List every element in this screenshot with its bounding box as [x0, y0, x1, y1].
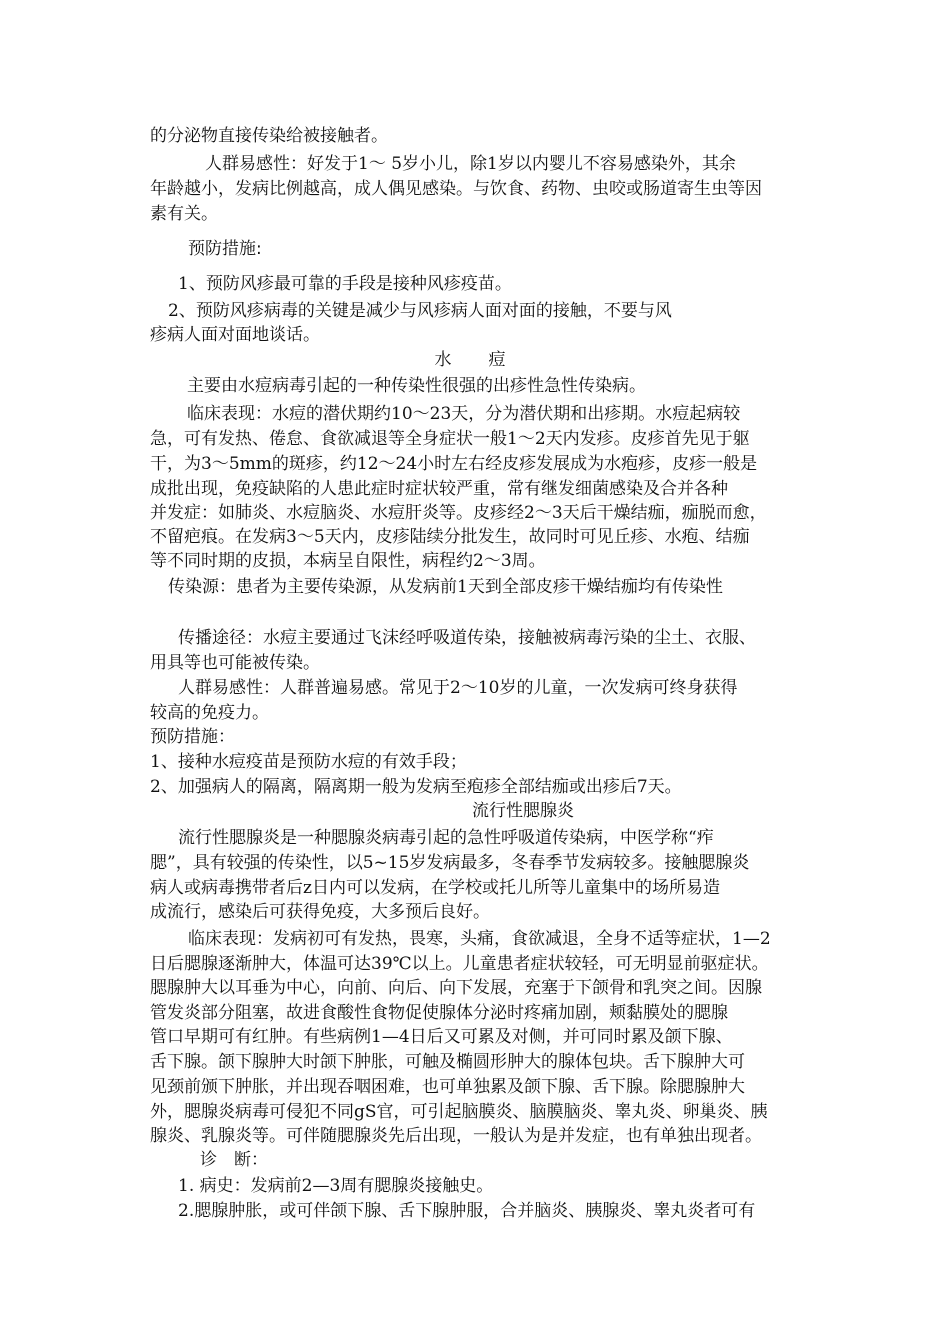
text-line: 1. 病史：发病前2—3周有腮腺炎接触史。 — [178, 1176, 494, 1196]
text-line: 2.腮腺肿胀，或可伴颌下腺、舌下腺肿服，合并脑炎、胰腺炎、睾丸炎者可有 — [178, 1201, 756, 1221]
text-line: 管口早期可有红肿。有些病例1—4日后又可累及对侧，并可同时累及颌下腺、 — [150, 1027, 733, 1047]
text-line: 传染源：患者为主要传染源，从发病前1天到全部皮疹干燥结痂均有传染性 — [168, 577, 723, 597]
text-line: 的分泌物直接传染给被接触者。 — [150, 126, 388, 146]
text-line: 临床表现：发病初可有发热，畏寒，头痛，食欲减退，全身不适等症状，1—2 — [188, 929, 771, 949]
text-line: 1、预防风疹最可靠的手段是接种风疹疫苗。 — [178, 274, 512, 294]
section-heading: 诊 断： — [200, 1150, 268, 1170]
text-line: 2、预防风疹病毒的关键是减少与风疹病人面对面的接触，不要与风 — [168, 301, 672, 321]
text-line: 流行性腮腺炎是一种腮腺炎病毒引起的急性呼吸道传染病，中医学称“痄 — [178, 828, 714, 848]
text-line: 预防措施： — [150, 727, 235, 747]
text-line: 1、接种水痘疫苗是预防水痘的有效手段； — [150, 752, 467, 772]
text-line: 外，腮腺炎病毒可侵犯不同gS官，可引起脑膜炎、脑膜脑炎、睾丸炎、卵巢炎、胰 — [150, 1102, 768, 1122]
text-line: 用具等也可能被传染。 — [150, 653, 320, 673]
text-line: 素有关。 — [150, 204, 218, 224]
text-line: 舌下腺。颌下腺肿大时颌下肿胀，可触及椭圆形肿大的腺体包块。舌下腺肿大可 — [150, 1052, 745, 1072]
section-heading: 预防措施: — [188, 239, 262, 259]
text-line: 并发症：如肺炎、水痘脑炎、水痘肝炎等。皮疹经2～3天后干燥结痂，痂脱而愈， — [150, 503, 767, 523]
section-title: 流行性腮腺炎 — [472, 801, 574, 821]
text-line: 干，为3～5mm的斑疹，约12～24小时左右经皮疹发展成为水疱疹，皮疹一般是 — [150, 454, 758, 474]
text-line: 急，可有发热、倦怠、食欲减退等全身症状一般1～2天内发疹。皮疹首先见于躯 — [150, 429, 750, 449]
text-line: 腺炎、乳腺炎等。可伴随腮腺炎先后出现，一般认为是并发症，也有单独出现者。 — [150, 1126, 762, 1146]
text-line: 成批出现，免疫缺陷的人患此症时症状较严重，常有继发细菌感染及合并各种 — [150, 479, 728, 499]
text-line: 人群易感性：人群普遍易感。常见于2～10岁的儿童，一次发病可终身获得 — [178, 678, 738, 698]
section-title: 水 痘 — [434, 350, 516, 370]
text-line: 临床表现：水痘的潜伏期约10～23天，分为潜伏期和出疹期。水痘起病较 — [187, 404, 741, 424]
text-line: 腮”，具有较强的传染性，以5~15岁发病最多，冬春季节发病较多。接触腮腺炎 — [150, 853, 750, 873]
text-line: 传播途径：水痘主要通过飞沫经呼吸道传染，接触被病毒污染的尘土、衣服、 — [178, 628, 756, 648]
text-line: 不留疤痕。在发病3～5天内，皮疹陆续分批发生，故同时可见丘疹、水疱、结痂 — [150, 527, 750, 547]
text-line: 见颈前颁下肿胀，并出现吞咽困难，也可单独累及颌下腺、舌下腺。除腮腺肿大 — [150, 1077, 745, 1097]
text-line: 腮腺肿大以耳垂为中心，向前、向后、向下发展，充塞于下颌骨和乳突之间。因腺 — [150, 978, 762, 998]
text-line: 疹病人面对面地谈话。 — [150, 325, 320, 345]
text-line: 成流行，感染后可获得免疫，大多预后良好。 — [150, 902, 490, 922]
text-line: 等不同时期的皮损，本病呈自限性，病程约2～3周。 — [150, 551, 546, 571]
text-line: 病人或病毒携带者后z日内可以发病，在学校或托儿所等儿童集中的场所易造 — [150, 878, 720, 898]
text-line: 人群易感性：好发于1～ 5岁小儿，除1岁以内婴儿不容易感染外，其余 — [205, 154, 736, 174]
text-line: 2、加强病人的隔离，隔离期一般为发病至疱疹全部结痂或出疹后7天。 — [150, 777, 682, 797]
text-line: 较高的免疫力。 — [150, 703, 269, 723]
text-line: 管发炎部分阻塞，故进食酸性食物促使腺体分泌时疼痛加剧，颊黏膜处的腮腺 — [150, 1003, 728, 1023]
text-line: 日后腮腺逐渐肿大，体温可达39℃以上。儿童患者症状较轻，可无明显前驱症状。 — [150, 954, 769, 974]
text-line: 年龄越小，发病比例越高，成人偶见感染。与饮食、药物、虫咬或肠道寄生虫等因 — [150, 179, 762, 199]
text-line: 主要由水痘病毒引起的一种传染性很强的出疹性急性传染病。 — [187, 376, 646, 396]
